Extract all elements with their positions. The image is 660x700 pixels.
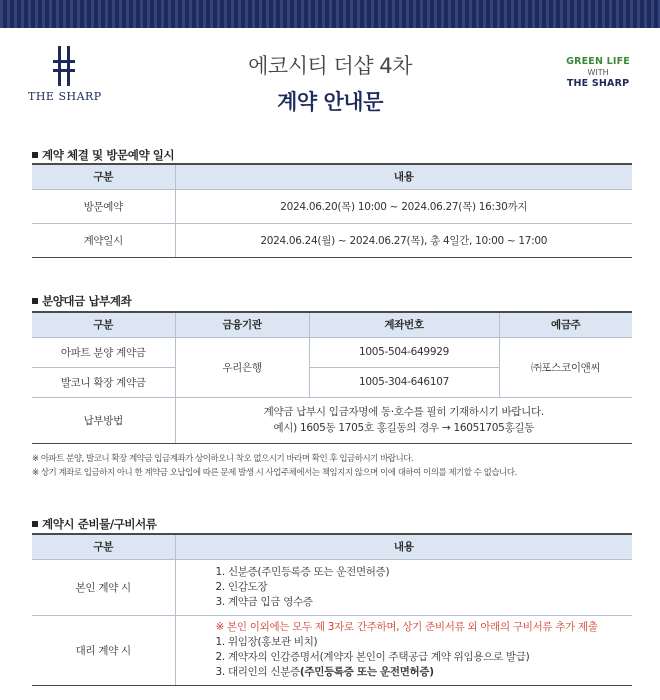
green-life-text: GREEN LIFE — [566, 56, 630, 67]
column-header: 구분 — [32, 534, 175, 559]
list-item: 3. 대리인의 신분증(주민등록증 또는 운전면허증) — [215, 666, 434, 678]
required-documents-table — [32, 533, 632, 686]
list-item: 2. 인감도장 — [215, 580, 268, 593]
contract-schedule-table — [32, 163, 632, 258]
section-contract-schedule-title: 계약 체결 및 방문예약 일시 — [32, 147, 174, 163]
top-pattern-band — [0, 0, 660, 28]
column-header: 구분 — [32, 312, 175, 337]
payment-notes — [32, 452, 517, 480]
column-header: 계좌번호 — [309, 312, 499, 337]
list-item: 1. 신분증(주민등록증 또는 운전면허증) — [215, 565, 390, 578]
table-row — [32, 615, 632, 685]
bank-name: 우리은행 — [175, 337, 309, 397]
payment-account-table — [32, 311, 632, 444]
page-title-block — [0, 50, 660, 116]
account-number: 1005-504-649929 — [309, 337, 499, 367]
list-item: 1. 위임장(홍보관 비치) — [215, 636, 318, 648]
row-value: 2024.06.20(목) 10:00 ~ 2024.06.27(목) 16:30까지 — [175, 189, 632, 223]
list-item: 3. 계약금 입금 영수증 — [215, 595, 313, 608]
row-label: 납부방법 — [32, 397, 175, 443]
row-label: 본인 계약 시 — [32, 559, 175, 615]
row-label: 방문예약 — [32, 189, 175, 223]
column-header: 금융기관 — [175, 312, 309, 337]
table-header-row — [32, 164, 632, 189]
square-bullet-icon — [32, 521, 38, 527]
table-row — [32, 189, 632, 223]
row-value: 2024.06.24(월) ~ 2024.06.27(목), 총 4일간, 10:00 ~ 17:00 — [175, 223, 632, 257]
page-subtitle: 계약 안내문 — [277, 90, 383, 114]
table-row — [32, 223, 632, 257]
column-header: 내용 — [175, 164, 632, 189]
account-holder: ㈜포스코이앤씨 — [499, 337, 632, 397]
row-label: 발코니 확장 계약금 — [32, 367, 175, 397]
self-contract-documents — [175, 559, 632, 615]
table-row — [32, 397, 632, 443]
page-title: 에코시티 더샵 4차 — [248, 54, 412, 78]
list-item: 2. 계약자의 인감증명서(계약자 본인이 주택공급 계약 위임용으로 발급) — [215, 651, 530, 663]
note-text: ※ 상기 계좌로 입금하지 아니 한 계약금 오납입에 따른 문제 발생 시 사업주체에서는 책임지지 않으며 이에 대하여 이의를 제기할 수 없습니다. — [32, 468, 517, 478]
row-label: 아파트 분양 계약금 — [32, 337, 175, 367]
payment-method-content: 계약금 납부시 입금자명에 동·호수를 필히 기재하시기 바랍니다. 예시) 1605동 1705호 홍길동의 경우 → 16051705홍길동 — [175, 397, 632, 443]
logo-brand-text: THE SHARP — [28, 90, 102, 103]
section-payment-account-title: 분양대금 납부계좌 — [32, 293, 131, 309]
row-label: 대리 계약 시 — [32, 615, 175, 685]
column-header: 구분 — [32, 164, 175, 189]
square-bullet-icon — [32, 298, 38, 304]
table-row — [32, 337, 632, 367]
column-header: 예금주 — [499, 312, 632, 337]
table-row — [32, 559, 632, 615]
proxy-contract-documents — [175, 615, 632, 685]
column-header: 내용 — [175, 534, 632, 559]
square-bullet-icon — [32, 152, 38, 158]
green-life-logo — [566, 56, 630, 89]
row-label: 계약일시 — [32, 223, 175, 257]
proxy-notice: ※ 본인 이외에는 모두 제 3자로 간주하며, 상기 준비서류 외 아래의 구비서류 추가 제출 — [215, 621, 598, 633]
account-number: 1005-304-646107 — [309, 367, 499, 397]
note-text: ※ 아파트 분양, 발코니 확장 계약금 입금계좌가 상이하오니 착오 없으시기 바라며 확인 후 입금하시기 바랍니다. — [32, 454, 414, 464]
section-required-documents-title: 계약시 준비물/구비서류 — [32, 516, 157, 532]
with-text: WITH — [587, 68, 609, 77]
table-header-row — [32, 534, 632, 559]
the-sharp-text: THE SHARP — [566, 78, 630, 89]
table-header-row — [32, 312, 632, 337]
